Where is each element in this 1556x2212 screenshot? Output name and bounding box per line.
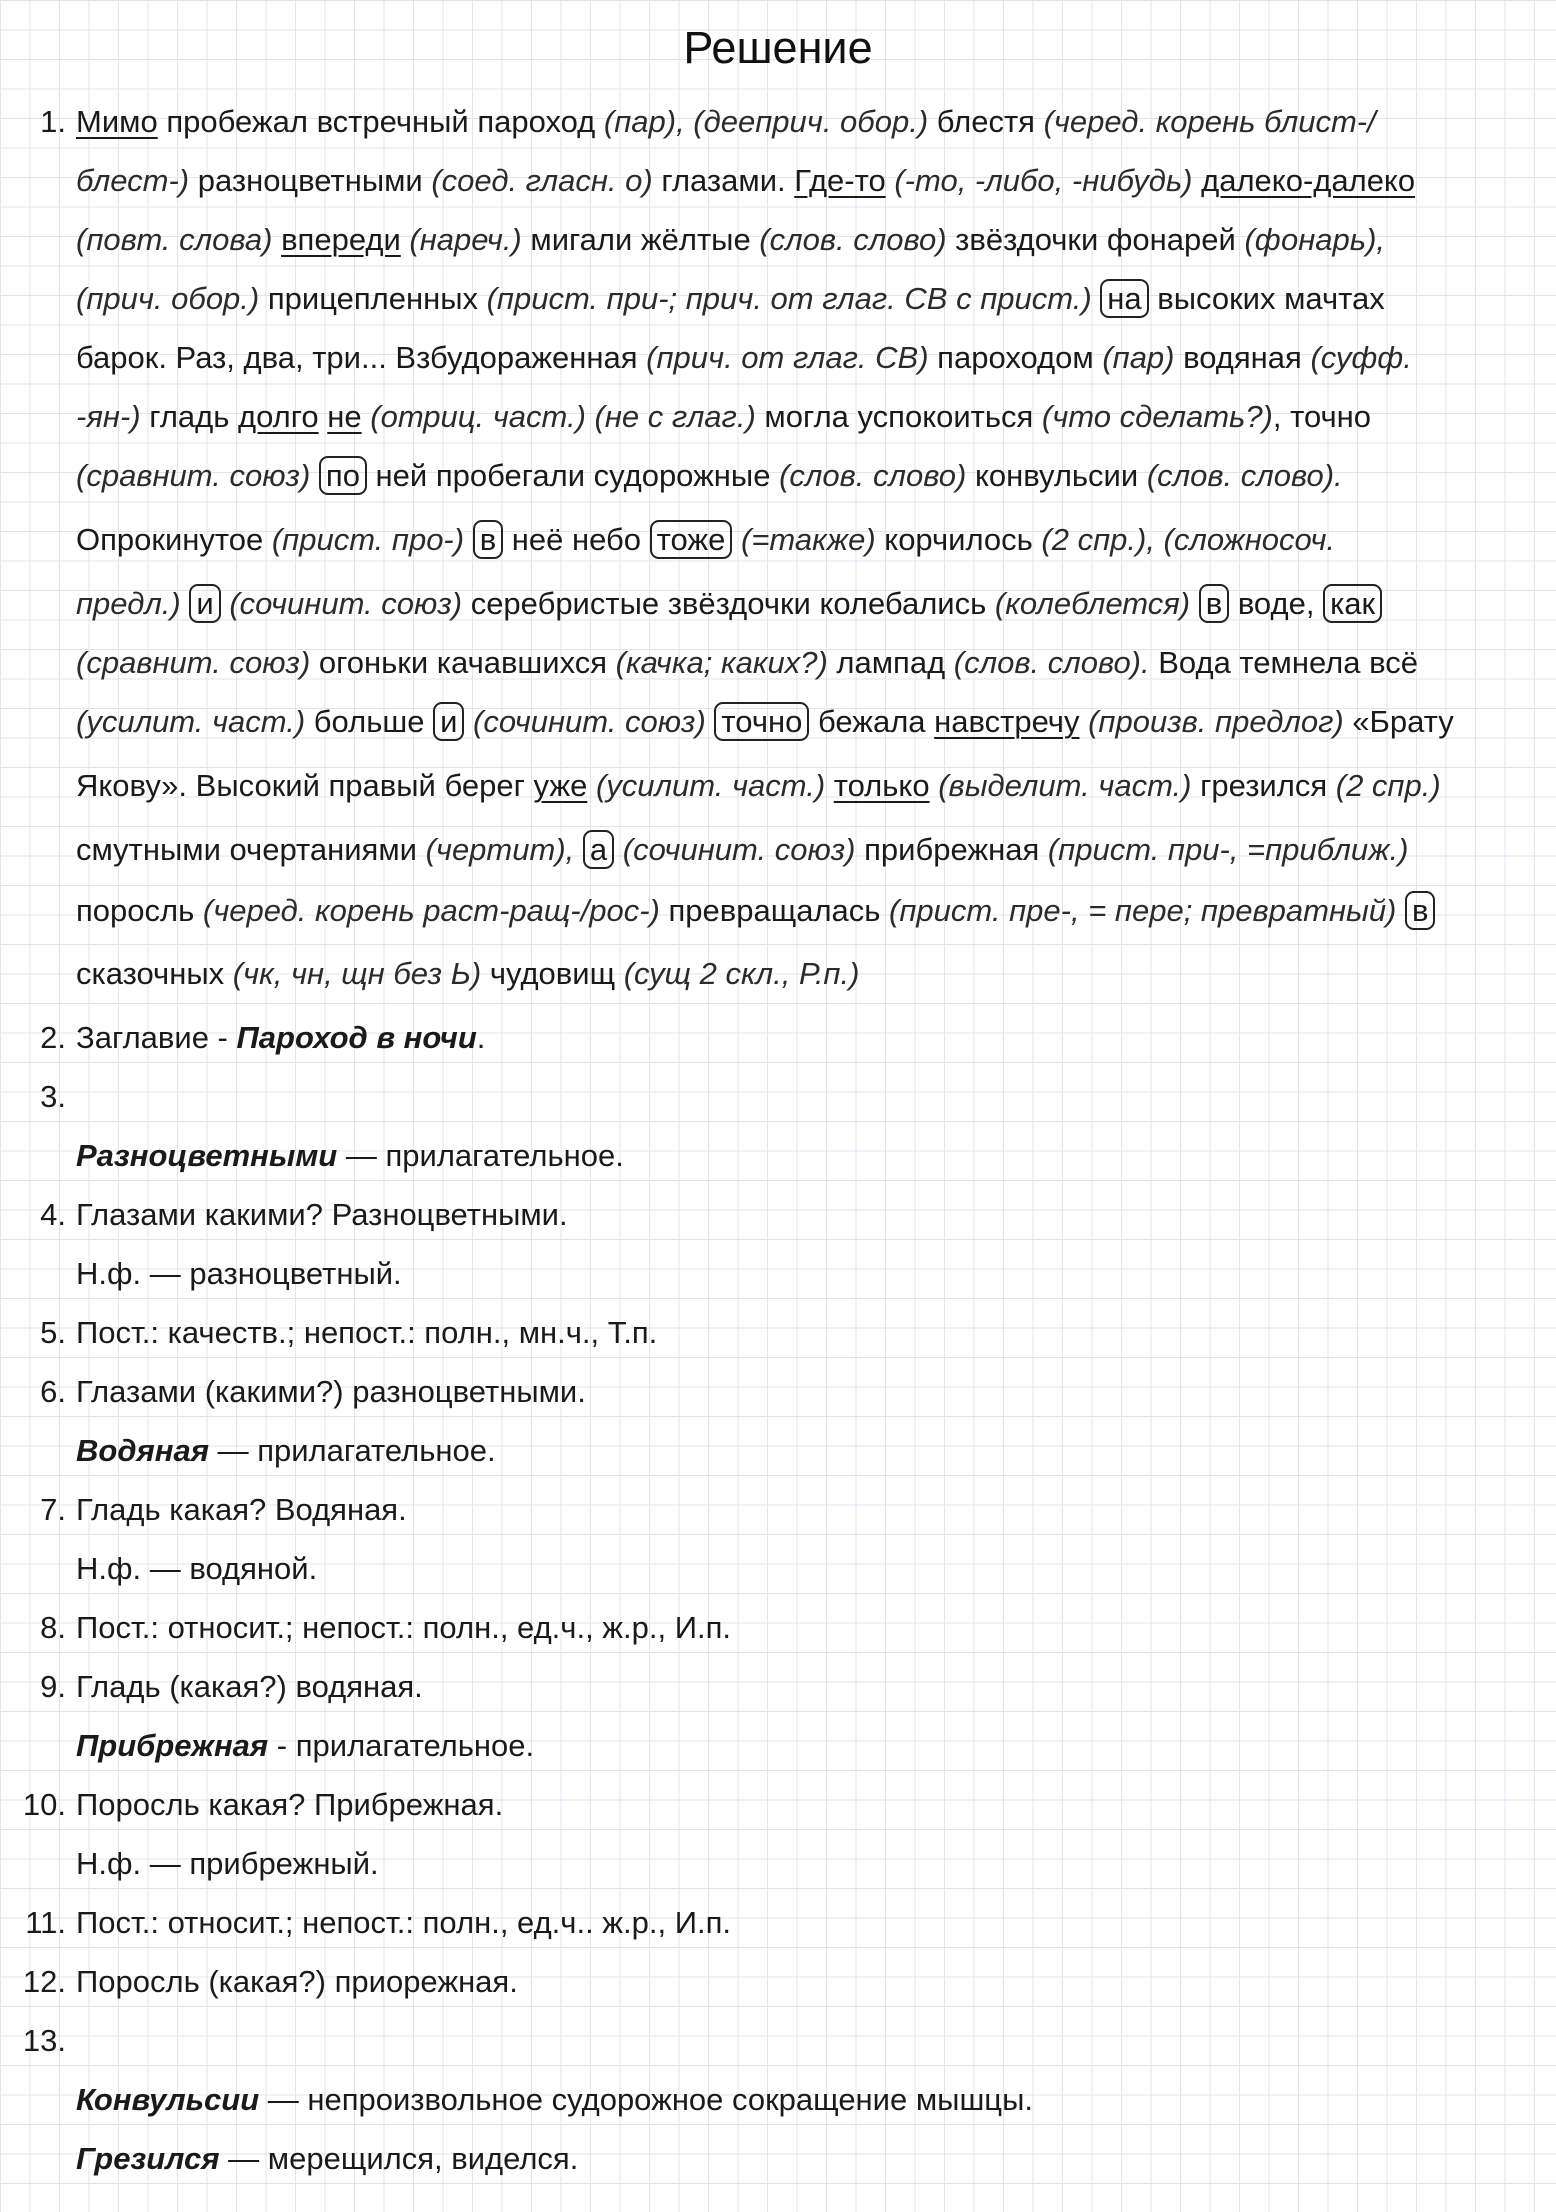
text-line xyxy=(76,1905,731,1941)
text-segment: Якову». Высокий правый берег xyxy=(76,768,534,803)
text-segment: блестя xyxy=(928,104,1044,139)
text-segment xyxy=(1396,893,1405,928)
text-line xyxy=(76,163,1415,199)
underlined-word: не xyxy=(327,399,362,434)
grammar-comment: (суфф. xyxy=(1310,340,1412,375)
boxed-word: и xyxy=(189,584,220,623)
grammar-comment: (чк, чн, щн без Ь) xyxy=(232,956,482,991)
term-bold-italic: Грезился xyxy=(76,2141,220,2176)
text-line xyxy=(76,1315,657,1351)
text-line xyxy=(76,956,859,992)
grammar-comment: (сочинит. союз) xyxy=(473,704,706,739)
underlined-word: впереди xyxy=(281,222,401,257)
boxed-word: в xyxy=(473,520,503,559)
text-segment: , точно xyxy=(1272,399,1372,434)
item-number-9: 9. xyxy=(40,1669,66,1704)
text-line xyxy=(76,1492,407,1528)
text-segment: Поросль какая? Прибрежная. xyxy=(76,1787,504,1822)
text-segment xyxy=(464,522,473,557)
text-segment: больше xyxy=(305,704,434,739)
item-number-4: 4. xyxy=(40,1197,66,1232)
text-segment: «Брату xyxy=(1343,704,1454,739)
grammar-comment: (прист. про-) xyxy=(271,522,465,557)
text-line xyxy=(76,1138,624,1174)
underlined-word: Где-то xyxy=(794,163,886,198)
text-segment: Опрокинутое xyxy=(76,522,272,557)
grammar-comment: (2 спр.) xyxy=(1335,768,1441,803)
text-segment: высоких мачтах xyxy=(1148,281,1385,316)
grammar-comment: (=также) xyxy=(741,522,876,557)
text-segment: — непроизвольное судорожное сокращение мышцы. xyxy=(259,2082,1033,2117)
text-segment xyxy=(310,458,319,493)
grammar-comment: (слов. слово) xyxy=(779,458,967,493)
boxed-word: на xyxy=(1100,279,1148,318)
underlined-word: Мимо xyxy=(76,104,158,139)
grammar-comment: (слов. слово). xyxy=(1146,458,1343,493)
grammar-comment: (прист. при-; прич. от глаг. СВ с прист.) xyxy=(486,281,1092,316)
text-segment: пробежал встречный пароход xyxy=(157,104,604,139)
text-segment xyxy=(1190,586,1199,621)
text-line xyxy=(76,768,1441,804)
text-segment: . xyxy=(476,1020,486,1055)
text-segment: пароходом xyxy=(928,340,1103,375)
grammar-comment: (фонарь), xyxy=(1244,222,1386,257)
text-segment xyxy=(732,522,741,557)
text-segment: водяная xyxy=(1174,340,1311,375)
grammar-comment: (-то, -либо, -нибудь) xyxy=(894,163,1193,198)
text-segment: корчилось xyxy=(875,522,1042,557)
grammar-comment: предл.) xyxy=(76,586,181,621)
boxed-word: в xyxy=(1405,891,1435,930)
grammar-comment: (произв. предлог) xyxy=(1088,704,1344,739)
boxed-word: а xyxy=(583,830,614,869)
text-segment: бежала xyxy=(809,704,935,739)
grammar-comment: (повт. слова) xyxy=(76,222,273,257)
grammar-comment: (слов. слово) xyxy=(759,222,947,257)
term-bold-italic: Конвульсии xyxy=(76,2082,260,2117)
grammar-comment: (сочинит. союз) xyxy=(622,832,856,867)
text-segment: — прилагательное. xyxy=(337,1138,624,1173)
text-segment: Поросль (какая?) приорежная. xyxy=(76,1964,518,1999)
text-line xyxy=(76,458,1343,494)
item-number-13: 13. xyxy=(22,2023,66,2058)
text-line xyxy=(76,1197,568,1233)
grammar-comment: (соед. гласн. о) xyxy=(431,163,653,198)
grammar-comment: (слов. слово). xyxy=(953,645,1150,680)
grammar-comment: (отриц. част.) (не с глаг.) xyxy=(370,399,756,434)
text-line xyxy=(76,340,1412,376)
text-segment: Глазами какими? Разноцветными. xyxy=(76,1197,568,1232)
text-line xyxy=(76,104,1376,140)
term-bold-italic: Пароход в ночи xyxy=(236,1020,477,1055)
grammar-comment: (чертит), xyxy=(425,832,575,867)
text-segment: Н.ф. — водяной. xyxy=(76,1551,318,1586)
text-segment: мигали жёлтые xyxy=(521,222,760,257)
text-line xyxy=(76,704,1454,740)
grammar-comment: (прич. обор.) xyxy=(76,281,260,316)
boxed-word: точно xyxy=(714,702,809,741)
term-bold-italic: Прибрежная xyxy=(76,1728,269,1763)
text-line xyxy=(76,893,1435,929)
underlined-word: только xyxy=(833,768,930,803)
item-number-5: 5. xyxy=(40,1315,66,1350)
grammar-comment: (черед. корень блист-/ xyxy=(1043,104,1376,139)
text-line xyxy=(76,2082,1033,2118)
text-line xyxy=(76,586,1382,622)
text-segment: барок. Раз, два, три... Взбудораженная xyxy=(76,340,647,375)
text-segment: поросль xyxy=(76,893,203,928)
text-segment: Н.ф. — разноцветный. xyxy=(76,1256,402,1291)
text-line xyxy=(76,1610,731,1646)
text-segment: Вода темнела всё xyxy=(1149,645,1418,680)
text-line xyxy=(76,1374,586,1410)
text-segment xyxy=(614,832,623,867)
text-line xyxy=(76,1846,379,1882)
text-segment: Н.ф. — прибрежный. xyxy=(76,1846,379,1881)
item-number-12: 12. xyxy=(22,1964,66,1999)
boxed-word: в xyxy=(1199,584,1229,623)
item-number-3: 3. xyxy=(40,1079,66,1114)
text-segment: Глазами (какими?) разноцветными. xyxy=(76,1374,586,1409)
grammar-comment: -ян-) xyxy=(76,399,141,434)
text-line xyxy=(76,2141,578,2177)
boxed-word: как xyxy=(1323,584,1382,623)
text-line xyxy=(76,281,1385,317)
text-segment: грезился xyxy=(1191,768,1336,803)
text-line xyxy=(76,645,1418,681)
text-segment: гладь xyxy=(140,399,239,434)
text-segment xyxy=(1092,281,1101,316)
text-segment xyxy=(930,768,939,803)
text-line xyxy=(76,222,1385,258)
grammar-comment: (прист. пре-, = пере; превратный) xyxy=(889,893,1397,928)
grammar-comment: (2 спр.), (сложносоч. xyxy=(1041,522,1336,557)
underlined-word: уже xyxy=(533,768,588,803)
text-segment: - прилагательное. xyxy=(268,1728,535,1763)
grammar-comment: блест-) xyxy=(76,163,190,198)
text-line xyxy=(76,1256,402,1292)
grammar-comment: (сравнит. союз) xyxy=(76,645,311,680)
text-segment: сказочных xyxy=(76,956,233,991)
item-number-6: 6. xyxy=(40,1374,66,1409)
text-segment xyxy=(587,768,596,803)
text-segment: Заглавие - xyxy=(76,1020,237,1055)
text-line xyxy=(76,1433,496,1469)
boxed-word: по xyxy=(319,456,367,495)
grammar-comment: (усилит. част.) xyxy=(76,704,306,739)
text-segment xyxy=(272,222,281,257)
text-segment: огоньки качавшихся xyxy=(310,645,616,680)
item-number-1: 1. xyxy=(40,104,66,139)
text-line xyxy=(76,1787,503,1823)
text-line xyxy=(76,1669,423,1705)
text-segment: глазами. xyxy=(652,163,795,198)
text-line xyxy=(76,1964,518,2000)
grammar-comment: (пар), (дееприч. обор.) xyxy=(603,104,929,139)
text-segment: смутными очертаниями xyxy=(76,832,426,867)
boxed-word: и xyxy=(433,702,464,741)
text-segment: Пост.: относит.; непост.: полн., ед.ч.. ж.р., И.п. xyxy=(76,1905,732,1940)
term-bold-italic: Разноцветными xyxy=(76,1138,338,1173)
text-segment xyxy=(464,704,473,739)
text-segment xyxy=(825,768,834,803)
text-segment: могла успокоиться xyxy=(755,399,1042,434)
grammar-comment: (выделит. част.) xyxy=(938,768,1192,803)
underlined-word: далеко-далеко xyxy=(1201,163,1416,198)
text-segment: серебристые звёздочки колебались xyxy=(462,586,995,621)
text-segment: звёздочки фонарей xyxy=(946,222,1245,257)
item-number-10: 10. xyxy=(22,1787,66,1822)
grammar-comment: (качка; каких?) xyxy=(615,645,828,680)
text-segment: Гладь какая? Водяная. xyxy=(76,1492,407,1527)
text-segment xyxy=(574,832,583,867)
text-segment: Пост.: относит.; непост.: полн., ед.ч., ж.р., И.п. xyxy=(76,1610,732,1645)
page-title: Решение xyxy=(683,22,873,73)
text-segment: — прилагательное. xyxy=(208,1433,496,1468)
text-segment xyxy=(1193,163,1202,198)
text-segment: разноцветными xyxy=(189,163,432,198)
term-bold-italic: Водяная xyxy=(76,1433,209,1468)
grammar-comment: (сущ 2 скл., Р.п.) xyxy=(623,956,860,991)
text-line xyxy=(76,399,1371,435)
grammar-comment: (черед. корень раст-ращ-/рос-) xyxy=(202,893,660,928)
text-line xyxy=(76,522,1335,558)
item-number-7: 7. xyxy=(40,1492,66,1527)
grammar-comment: (прич. от глаг. СВ) xyxy=(646,340,929,375)
grammar-comment: (нареч.) xyxy=(409,222,522,257)
text-segment: неё небо xyxy=(503,522,650,557)
item-number-2: 2. xyxy=(40,1020,66,1055)
underlined-word: навстречу xyxy=(934,704,1080,739)
text-segment: конвульсии xyxy=(966,458,1147,493)
text-line xyxy=(76,1551,317,1587)
grammar-comment: (что сделать?) xyxy=(1041,399,1273,434)
text-segment: превращалась xyxy=(659,893,890,928)
grammar-comment: (прист. при-, =приближ.) xyxy=(1047,832,1409,867)
text-segment: Гладь (какая?) водяная. xyxy=(76,1669,423,1704)
text-segment xyxy=(362,399,371,434)
text-segment: ней пробегали судорожные xyxy=(366,458,780,493)
text-segment: прицепленных xyxy=(259,281,487,316)
text-line xyxy=(76,1728,534,1764)
text-segment: Пост.: качеств.; непост.: полн., мн.ч., Т.п. xyxy=(76,1315,658,1350)
item-number-11: 11. xyxy=(25,1905,66,1940)
underlined-word: долго xyxy=(238,399,319,434)
text-segment: прибрежная xyxy=(855,832,1048,867)
text-segment: воде, xyxy=(1229,586,1324,621)
grammar-comment: (усилит. част.) xyxy=(595,768,826,803)
text-segment xyxy=(319,399,328,434)
item-number-8: 8. xyxy=(40,1610,66,1645)
grammar-comment: (колеблется) xyxy=(994,586,1191,621)
boxed-word: тоже xyxy=(650,520,733,559)
text-line xyxy=(76,1020,485,1056)
grammar-comment: (пар) xyxy=(1102,340,1175,375)
text-segment: чудовищ xyxy=(481,956,624,991)
text-line xyxy=(76,832,1408,868)
grammar-comment: (сравнит. союз) xyxy=(76,458,311,493)
text-segment: — мерещился, виделся. xyxy=(219,2141,579,2176)
text-segment xyxy=(1079,704,1088,739)
grammar-comment: (сочинит. союз) xyxy=(229,586,463,621)
text-segment: лампад xyxy=(827,645,954,680)
